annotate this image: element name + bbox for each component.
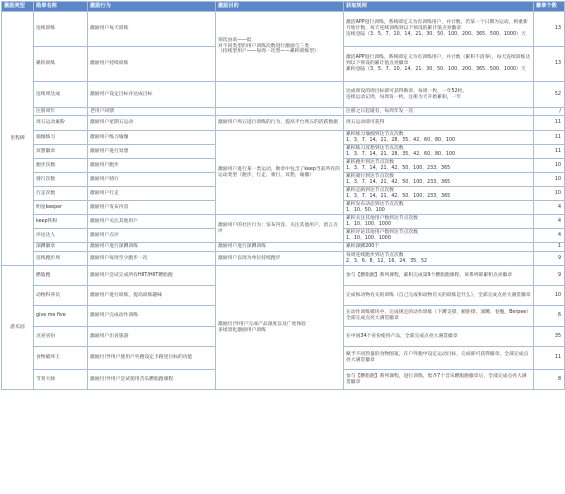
medal-count: 4 — [534, 229, 565, 243]
medal-rule: 参与【燃脂跑】系列课程，进行训练，集齐7个音乐燃脂跑徽章后，全部完成点亮大满贯徽章 — [344, 370, 534, 390]
medal-count: 8 — [534, 370, 565, 390]
medal-name: 动物科养员 — [34, 286, 88, 306]
medal-behavior: 激励/引导用户使用户外跑设定卡路里目标的功能 — [88, 347, 216, 370]
medal-purpose-empty — [216, 82, 344, 108]
medal-name: 评论达人 — [34, 229, 88, 243]
medal-count: 10 — [534, 173, 565, 187]
medal-name: 跑步次数 — [34, 159, 88, 173]
medal-rule: 累积骑行到达节点次数 1、3、7、14、21、42、50、100、233、365 — [344, 173, 534, 187]
medal-rule: 每周连续跑步到达节点次数 2、3、6、8、12、16、24、35、52 — [344, 252, 534, 266]
medal-behavior: 激励用户每天训练 — [88, 12, 216, 47]
medal-name: give me five — [34, 306, 88, 327]
medal-behavior: 激励用户完成动作训练 — [88, 306, 216, 327]
header-count: 徽章个数 — [534, 2, 565, 12]
medal-rule: 累积练习瑜伽到达节点次数 1、3、7、14、21、28、35、42、60、80、100 — [344, 131, 534, 145]
medal-count: 10 — [534, 159, 565, 173]
medal-count: 11 — [534, 347, 565, 370]
category-playground: 游乐园 — [2, 266, 34, 390]
medal-rule: 达成预设的周目标即可获得勋章，每周一枚，一年52枚。 连续运动记周，每周发一枚，注册为天开始累积，一年 — [344, 82, 534, 108]
medal-behavior: 激励用户关注其他用户 — [88, 215, 216, 229]
table-header-row — [2, 2, 565, 12]
medal-rule: 累积关注其他用户数到达节点次数 1、10、100、1000 — [344, 215, 534, 229]
medal-behavior: 激励用户尝试完成所有HIIT/HIIT燃脂跑 — [88, 266, 216, 286]
medal-purpose: 激励用户进行某一类运动，勋章中包含了keep当前所有的运动类型（跑步，行走，骑行，冥想，瑜伽） — [216, 131, 344, 215]
medal-behavior: 激励用户发布内容 — [88, 201, 216, 215]
medal-rule: 累积评论其他用户数到达节点次数 1、10、100、1000 — [344, 229, 534, 243]
header-type: 激励类型 — [2, 2, 34, 12]
medal-count: 13 — [534, 12, 565, 47]
medal-count: 1 — [534, 243, 565, 252]
medal-behavior: 激励用户进行冥想 — [88, 145, 216, 159]
table-row — [2, 108, 565, 116]
table-row — [2, 243, 565, 252]
medal-rule: 累积深蹲200个 — [344, 243, 534, 252]
medal-count: 11 — [534, 145, 565, 159]
medal-behavior: 激励用户星期五运动 — [88, 116, 216, 131]
medal-name: 冥想徽章 — [34, 145, 88, 159]
medal-name: 连续周达成 — [34, 82, 88, 108]
medal-name: 明星keeper — [34, 201, 88, 215]
medal-count: 35 — [534, 327, 565, 347]
category-milestone: 里程碑 — [2, 12, 34, 266]
header-purpose: 激励目的 — [216, 2, 344, 12]
medal-purpose: 预次由高——低 对不同类型的用户训练次数进行激励与三类 （持续型用户——每周一次型——累积训练型） — [216, 12, 344, 82]
medal-rule: 激活APP进行训练，系统即定义为有训练用户，并计数，若某一个日期为运动，则重新开始计数，每天连续训练到以下预设的累计值点亮徽章 连续登陆（3、5、7、10、14、21、30、50、100、200、365、500、1000）天 — [344, 12, 534, 47]
medal-name: 累积训练 — [34, 47, 88, 82]
medal-behavior: 激励用户点评 — [88, 229, 216, 243]
medal-behavior: 激励用户出省旅游 — [88, 327, 216, 347]
medal-count: 6 — [534, 306, 565, 327]
table-row — [2, 131, 565, 145]
medal-rule: 在动作训练模块中，完成规定的动作训练（下蹲支撑，俯卧撑，深蹲，卷腹，Berpee）全部完成点亮大满贯徽章 — [344, 306, 534, 327]
medal-behavior: 激励用户行走 — [88, 187, 216, 201]
medal-purpose: 激励用户进行深蹲训练 — [216, 243, 344, 252]
table-row — [2, 266, 565, 286]
medal-name: 深蹲徽章 — [34, 243, 88, 252]
medal-name: 节奏大师 — [34, 370, 88, 390]
medal-rule: 累积发布动态到达节点次数 1、10、50、100 — [344, 201, 534, 215]
medal-name: 点亮省份 — [34, 327, 88, 347]
medal-rule: 累积练习冥想到达节点次数 1、3、7、14、21、28、35、42、60、80、100 — [344, 145, 534, 159]
medal-count: / — [534, 108, 565, 116]
medal-rule: 累积跑步到达节点次数 1、3、7、14、21、42、50、100、233、365 — [344, 159, 534, 173]
medal-count: 9 — [534, 252, 565, 266]
header-rule: 获取规则 — [344, 2, 534, 12]
medal-behavior: 激励用户进行训练，提高训练趣味 — [88, 286, 216, 306]
medal-name: 燃脂跑 — [34, 266, 88, 286]
medal-purpose: 激励用户以周为单位持续跑步 — [216, 252, 344, 266]
medal-behavior: 老用户回馈 — [88, 108, 216, 116]
medal-table — [1, 1, 565, 390]
medal-behavior: 激励用户练习瑜伽 — [88, 131, 216, 145]
medal-rule: 完成和动物有关的训练（自己完成和动物有关的训练是什么），全部完成点亮大满贯徽章 — [344, 286, 534, 306]
medal-purpose-empty — [216, 108, 344, 116]
medal-count: 10 — [534, 286, 565, 306]
medal-behavior: 激励用户设定目标并达成目标 — [88, 82, 216, 108]
medal-purpose: 激励用户周五进行训练的行为，提高平台周五的活跃数据 — [216, 116, 344, 131]
medal-name: 骑行次数 — [34, 173, 88, 187]
table-row — [2, 252, 565, 266]
medal-count: 4 — [534, 201, 565, 215]
medal-behavior: 激励用户每周至少跑步一次 — [88, 252, 216, 266]
medal-behavior: 激励用户跑步 — [88, 159, 216, 173]
table-row — [2, 215, 565, 229]
medal-behavior: 激励用户骑行 — [88, 173, 216, 187]
medal-count: 11 — [534, 131, 565, 145]
medal-behavior: 激励用户进行深蹲训练 — [88, 243, 216, 252]
medal-purpose: 激励/引导用户完成产品深度以及广度体验 多场景化激励用户训练 — [216, 266, 344, 390]
medal-name: 连续训练 — [34, 12, 88, 47]
header-medal: 勋章名称 — [34, 2, 88, 12]
medal-purpose: 激励用户的社区行为：发布内容，关注其他用户，留言点评 — [216, 215, 344, 243]
header-behavior: 激励行为 — [88, 2, 216, 12]
medal-count: 52 — [534, 82, 565, 108]
medal-count: 13 — [534, 47, 565, 82]
medal-rule: 周五运动即可获得 — [344, 116, 534, 131]
medal-count: 11 — [534, 116, 565, 131]
medal-name: 行走次数 — [34, 187, 88, 201]
table-row — [2, 82, 565, 108]
table-row — [2, 12, 565, 47]
medal-name: 连续跑步周 — [34, 252, 88, 266]
medal-rule: 在中国34个省份使用产品，全部完成点亮大满贯徽章 — [344, 327, 534, 347]
medal-name: keep铁粉 — [34, 215, 88, 229]
medal-rule: 激活APP进行训练，系统即定义为有训练用户，并计数（累积不清零），每天连续训练达到以下预设的累计值点亮徽章 累积登陆（3、5、7、10、14、21、30、50、100、200、365、500、1000）天 — [344, 47, 534, 82]
medal-behavior: 激励/引导用户尝试使用音乐燃脂跑课程 — [88, 370, 216, 390]
table-row — [2, 116, 565, 131]
medal-count: 10 — [534, 187, 565, 201]
medal-rule: 累积走路到达节点次数 1、3、7、14、21、42、50、100、233、365 — [344, 187, 534, 201]
medal-behavior: 激励用户持续训练 — [88, 47, 216, 82]
medal-rule: 赋予不同热量的食物图案，在户外跑中设定运动目标，完成即可获得徽章，全部完成点亮大满贯徽章 — [344, 347, 534, 370]
medal-name: 食物破坏王 — [34, 347, 88, 370]
medal-rule: 参与【燃脂跑】系列课程，累积完成第9个燃脂跑课程，该系列即累积点亮徽章 — [344, 266, 534, 286]
medal-name: 注册周年 — [34, 108, 88, 116]
medal-rule: 注册之日起就有，每周年发一次 — [344, 108, 534, 116]
medal-count: 4 — [534, 215, 565, 229]
medal-name: 瑜伽练习 — [34, 131, 88, 145]
medal-name: 周五运动素粉 — [34, 116, 88, 131]
medal-count: 9 — [534, 266, 565, 286]
